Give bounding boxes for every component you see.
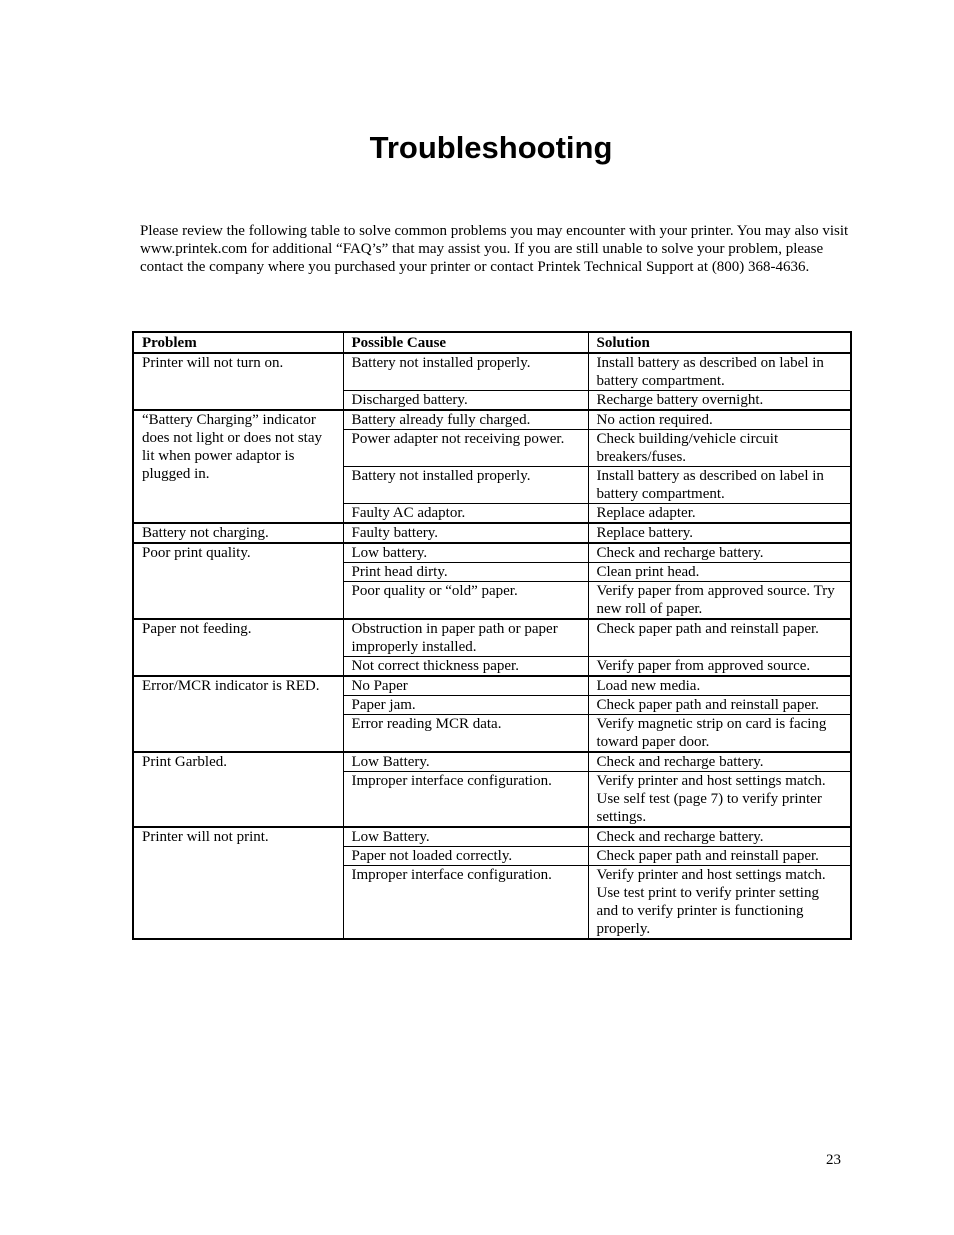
- solution-cell: Clean print head.: [588, 563, 851, 582]
- table-row: [133, 410, 851, 430]
- solution-cell: Recharge battery overnight.: [588, 391, 851, 411]
- intro-paragraph: Please review the following table to solve common problems you may encounter with your printer. You may also visit www.printek.com for additional “FAQ’s” that may assist you. If you are still unable to solve your problem, please contact the company where you purchased your printer or contact Printek Technical Support at (800) 368-4636.: [140, 223, 849, 275]
- cause-cell: Paper not loaded correctly.: [343, 847, 588, 866]
- cause-cell: Low Battery.: [343, 827, 588, 847]
- cause-cell: Power adapter not receiving power.: [343, 430, 588, 467]
- problem-cell: Error/MCR indicator is RED.: [133, 676, 343, 752]
- solution-cell: Check building/vehicle circuit breakers/fuses.: [588, 430, 851, 467]
- problem-cell: “Battery Charging” indicator does not light or does not stay lit when power adaptor is plugged in.: [133, 410, 343, 523]
- solution-cell: Check and recharge battery.: [588, 752, 851, 772]
- solution-cell: Check paper path and reinstall paper.: [588, 619, 851, 657]
- cause-cell: Improper interface configuration.: [343, 772, 588, 828]
- page-title: Troubleshooting: [369, 130, 613, 165]
- troubleshooting-table: [132, 331, 852, 940]
- cause-cell: Faulty battery.: [343, 523, 588, 543]
- solution-cell: Verify printer and host settings match. Use self test (page 7) to verify printer settings.: [588, 772, 851, 828]
- solution-cell: Check paper path and reinstall paper.: [588, 847, 851, 866]
- problem-cell: Printer will not print.: [133, 827, 343, 939]
- table-row: [133, 676, 851, 696]
- cause-cell: Print head dirty.: [343, 563, 588, 582]
- cause-cell: Battery already fully charged.: [343, 410, 588, 430]
- cause-cell: Battery not installed properly.: [343, 353, 588, 391]
- header-solution: Solution: [588, 332, 851, 353]
- header-problem: Problem: [133, 332, 343, 353]
- cause-cell: Improper interface configuration.: [343, 866, 588, 940]
- header-possible-cause: Possible Cause: [343, 332, 588, 353]
- cause-cell: Low battery.: [343, 543, 588, 563]
- solution-cell: Install battery as described on label in battery compartment.: [588, 467, 851, 504]
- cause-cell: Faulty AC adaptor.: [343, 504, 588, 524]
- solution-cell: Check paper path and reinstall paper.: [588, 696, 851, 715]
- cause-cell: No Paper: [343, 676, 588, 696]
- solution-cell: Check and recharge battery.: [588, 543, 851, 563]
- cause-cell: Low Battery.: [343, 752, 588, 772]
- solution-cell: Verify printer and host settings match. Use test print to verify printer setting and to verify printer is functioning properly.: [588, 866, 851, 940]
- solution-cell: Check and recharge battery.: [588, 827, 851, 847]
- cause-cell: Discharged battery.: [343, 391, 588, 411]
- table-row: [133, 523, 851, 543]
- solution-cell: No action required.: [588, 410, 851, 430]
- cause-cell: Battery not installed properly.: [343, 467, 588, 504]
- cause-cell: Paper jam.: [343, 696, 588, 715]
- solution-cell: Verify paper from approved source.: [588, 657, 851, 677]
- cause-cell: Not correct thickness paper.: [343, 657, 588, 677]
- problem-cell: Poor print quality.: [133, 543, 343, 619]
- table-body: [133, 353, 851, 939]
- cause-cell: Poor quality or “old” paper.: [343, 582, 588, 620]
- table-row: [133, 827, 851, 847]
- cause-cell: Obstruction in paper path or paper improperly installed.: [343, 619, 588, 657]
- table-header-row: [133, 332, 851, 353]
- solution-cell: Load new media.: [588, 676, 851, 696]
- table-row: [133, 353, 851, 391]
- solution-cell: Install battery as described on label in battery compartment.: [588, 353, 851, 391]
- problem-cell: Paper not feeding.: [133, 619, 343, 676]
- cause-cell: Error reading MCR data.: [343, 715, 588, 753]
- page-number: 23: [826, 1152, 841, 1168]
- problem-cell: Print Garbled.: [133, 752, 343, 827]
- problem-cell: Battery not charging.: [133, 523, 343, 543]
- table-row: [133, 752, 851, 772]
- table-row: [133, 543, 851, 563]
- solution-cell: Verify magnetic strip on card is facing toward paper door.: [588, 715, 851, 753]
- solution-cell: Replace adapter.: [588, 504, 851, 524]
- table-row: [133, 619, 851, 657]
- solution-cell: Replace battery.: [588, 523, 851, 543]
- solution-cell: Verify paper from approved source. Try new roll of paper.: [588, 582, 851, 620]
- problem-cell: Printer will not turn on.: [133, 353, 343, 410]
